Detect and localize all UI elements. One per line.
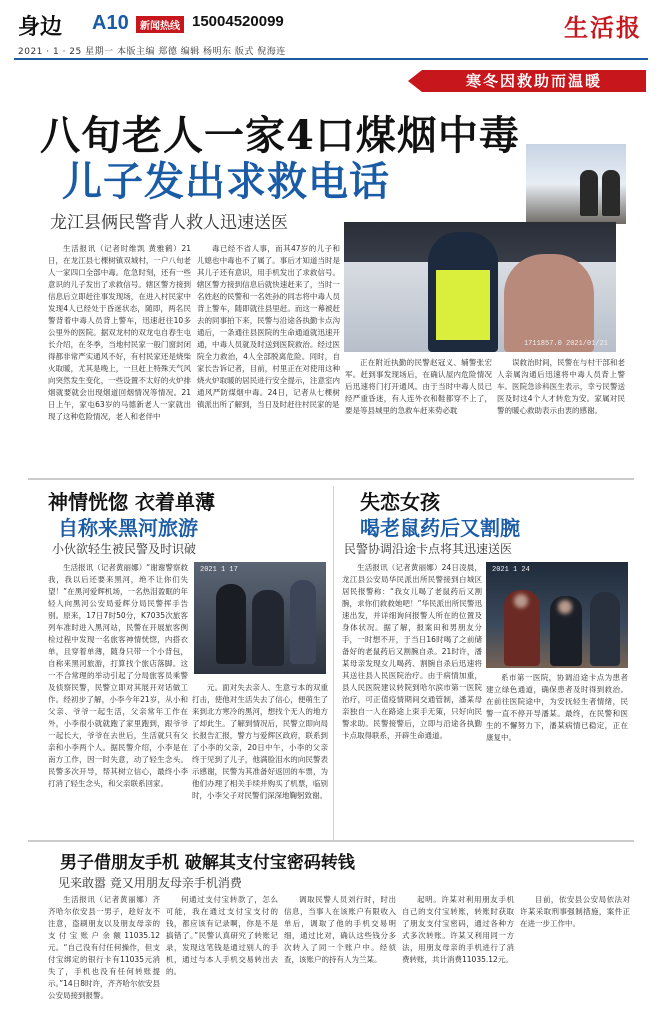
lead-subtitle: 龙江县俩民警背人救人迅速送医 (50, 213, 288, 233)
date-line: 2021 · 1 · 25 星期一 本版主编 郑德 编辑 杨明东 版式 倪海连 (18, 47, 286, 57)
article-column (48, 562, 188, 824)
article-paragraph: 生活报讯（记者时维凯 黄雅鹤）21日，在龙江县七棵树镇双城村，一户八旬老人一家四口全部中毒。危急时刻，还有一些意识的儿子发出了求救信号。辖区警方接到信息后立即赶往事发现场，在进入村民家中发现4人已经处于昏迷状态，随即，两名民警背着中毒人员背上警车，迅速赶往10多公里外的医院。据双龙村的双龙屯自春生屯长介绍，在冬季，当地村民家一般门窗封闭得都非常严实通风不好，有村民家还是烧柴火取暖，尤其是晚上，一旦赶上特殊天气风向突然发生变化，一些设置不太好的火炉排烟就要就会出现烟道回烟情况等情况。21日上午，家屯63岁的马德新老人一家就出现了这种危险情况，老人和老伴中 (48, 244, 191, 421)
masthead-rule (14, 58, 648, 60)
article-column (48, 243, 191, 475)
story-2-headline: 神情恍惚 衣着单薄 (48, 490, 215, 514)
story-3-photo (486, 562, 628, 668)
article-column (520, 894, 630, 1016)
article-column (166, 894, 278, 1016)
section-name: 身边 (18, 14, 63, 40)
lead-headline: 八旬老人一家4口煤烟中毒 (40, 112, 520, 159)
article-paragraph: 毒已经不省人事，而其47岁的儿子和儿媳也中毒也不了属了。事后才知道当时是其儿子还有意识，用手机发出了求救信号。辖区警方接到信息后就快速赶来了，当时一名姓赵的民警和一名姓孙的同志将中毒人员背上警车，随即就往县里赶。而这一幕被赶去的同事拍下来，民警与沿途各执勤卡点沟通后，一条通往县医院的生命通道就迅速开通，中毒人员就及时送到医院救治。经过医院全力救治，4人全部脱离危险。同时，自家长告诉记者，目前，村里正在对使用这种烧火炉取暖的居民进行安全提示，注意室内通风严防煤烟中毒。24日，记者从七棵树镇派出所了解到，当日及时赶往村民家的是 (197, 244, 340, 409)
story-4-dek: 见来敢嚣 竟又用朋友母亲手机消费 (58, 876, 242, 890)
article-column (497, 357, 625, 475)
blurred-face (514, 594, 528, 608)
article-paragraph: 起明。许某对利用朋友手机自己的支付宝转账，转账时获取了朋友支付宝密码，通过各种方式多次转账。许某又利用同一方法，用朋友母亲的手机进行了消费转账，共计消费11035.12元。 (402, 895, 514, 964)
article-column (197, 243, 340, 475)
photo-timestamp: 1711857.0 2021/01/21 (523, 340, 608, 348)
photo-figure (580, 170, 598, 216)
article-column (342, 562, 482, 824)
article-paragraph: 误救治时间，民警在与村干部和老人亲属沟通后迅速将中毒人员背上警车。医院急诊科医生表示，幸亏民警送医及时这4个人才转危为安。家属对民警的暖心救助表示由衷的感谢。 (497, 358, 625, 415)
story-2-dek: 小伙欲轻生被民警及时识破 (52, 542, 197, 556)
photo-figure (602, 170, 620, 216)
article-paragraph: 正在附近执勤的民警赵冠义、辅警张宏军。赶到事发现场后，在确认屋内危险情况后迅速将门打开通风。由于当时中毒人员已经严重昏迷，有人连外衣和鞋都穿不上了，要是等县城里的急救车赶来势必耽 (345, 358, 492, 415)
masthead (0, 0, 662, 64)
article-paragraph: 目前，依安县公安局依法对许某采取刑事强制措施，案件正在进一步工作中。 (520, 895, 630, 928)
column-divider (333, 486, 334, 840)
article-column (345, 357, 492, 475)
section-divider (28, 478, 634, 480)
photo-timestamp: 2021 1 24 (492, 566, 530, 574)
hotline-label: 新闻热线 (136, 16, 184, 33)
story-4-headline: 男子借朋友手机 破解其支付宝密码转钱 (60, 853, 355, 873)
section-banner: 寒冬因救助而温暖 (422, 70, 646, 92)
section-divider (28, 840, 634, 842)
photo-timestamp: 2021 1 17 (200, 566, 238, 574)
lead-headline-second: 儿子发出求救电话 (62, 158, 390, 205)
photo-figure (290, 580, 316, 664)
story-3-headline-second: 喝老鼠药后又割腕 (360, 516, 520, 540)
photo-figure (252, 590, 284, 666)
article-column (402, 894, 514, 1016)
article-paragraph: 生活报讯（记者黄丽娜）齐齐哈尔依安县一男子，趁好友不注意，盗刷朋友以及朋友母亲的支付宝账户余额11035.12元。“自己没有付任何操作，但支付宝绑定的银行卡有11035元消失了，手机也没有任何转账提示。”14日8时许，齐齐哈尔依安县公安局接到报警。 (48, 895, 160, 1000)
article-paragraph: 调取民警人员刘行时，时出信息，当事人在该账户有限收入单后，调取了他的手机交易明细，通过比对，确认这些钱分多次转入了同一个账户中。经侦查，该账户的持有人为兰某。 (284, 895, 396, 964)
article-column (284, 894, 396, 1016)
lead-photo-inset (524, 142, 628, 226)
reflective-vest (436, 270, 490, 340)
rescued-person (504, 254, 594, 352)
page-number: A10 (92, 12, 129, 34)
hotline-number: 15004520099 (192, 13, 284, 30)
story-2-headline-second: 自称来黑河旅游 (58, 516, 198, 540)
article-column (192, 682, 328, 824)
photo-figure (216, 584, 246, 664)
article-paragraph: 何通过支付宝转款了，怎么可能，我在通过支付宝支付的钱，都应该有记录啊，你是不是搞错了。”民警认真研究了转账记录，发现这笔钱是通过别人的手机，通过与本人手机交易转出去的。 (166, 895, 278, 976)
article-paragraph: 生活报讯（记者黄丽娜）“谢谢警察救我，我以后还要来黑河，绝不让你们失望！”在黑河爱辉机场，一名热泪盈眶的年轻人向黑河公安局爱辉分局民警挥手告别。原来，17日7时50分，K7035次旅客列车准时进入黑河站，民警在开展旅客例检过程中发现一名旅客神情恍惚，内搭衣单，且穿着单薄，随身只带一个小背包，自称来黑河旅游，打算找个旅店落脚。这一不合常理的举动引起了分局旅客员乘警及侦察民警，民警立即对其展开对话做工作。经初步了解，小李今年21岁，从小和父亲、爷爷一起生活，父亲常年工作在外，小李很小就就跑了家里跑到，跟爷爷一起长大，爷爷在去世后，生活就只有父亲和小李两个人。据民警介绍，小李是在南方工作，因一时失意，动了轻生念头。民警多次开导，帮其树立信心，最终小李打消了轻生念头，和父亲联系回家。 (48, 563, 188, 788)
story-3-headline: 失恋女孩 (360, 490, 440, 514)
article-column (48, 894, 160, 1016)
story-2-photo (194, 562, 326, 674)
photo-figure (590, 592, 620, 666)
article-paragraph: 元。面对失去亲人、生意亏本的双重打击，使他对生活失去了信心，便萌生了来到北方寒冷的黑河，想找个无人的地方了却此生。了解到情况后，民警立即向局长报告汇报，警方与爱辉区政府，联系到了小李的父亲，20日中午，小李的父亲终于见到了儿子，他满脸泪水的向民警表示感谢，民警为其准备好返回的车票，为他们办理了相关手续并购买了机票，临别时，小李父子对民警们深深地鞠躬致谢。 (192, 683, 328, 800)
blurred-face (558, 600, 572, 614)
story-3-dek: 民警协调沿途卡点将其迅速送医 (344, 542, 513, 556)
article-paragraph: 系市第一医院，协调沿途卡点为患者建立绿色通道，确保患者及时得到救治。在前往医院途中，为安抚轻生者情绪，民警一直不停开导潘某。最终，在民警和医生的不懈努力下，潘某病情已稳定，正在康复中。 (486, 673, 628, 742)
lead-photo-main (344, 222, 616, 352)
article-paragraph: 生活报讯（记者黄丽娜）24日凌晨，龙江县公安局华民派出所民警接到白城区居民报警称：“我女儿喝了老鼠药后又割腕，求你们救救她吧！”华民派出所民警迅速出发，并详细询问报警人所在的位置及身体状况。据了解，报案田和男朋友分手，一时想不开，于当日16时喝了之前储备好的老鼠药后又割腕自杀。21时许，潘某母亲发现女儿喝药、割腕自杀后迅速将其送往县人民医院治疗。由于病情加重，县人民医院建议转院到哈尔滨市第一医院治疗，可正值疫情期间交通管制，潘某母亲独自一人在路途上束手无策，只好向民警求助。民警接警后，立即与沿途各执勤卡点取得联系，开辟生命通道。 (342, 563, 482, 740)
article-column (486, 672, 628, 824)
paper-logo: 生活报 (564, 13, 642, 42)
